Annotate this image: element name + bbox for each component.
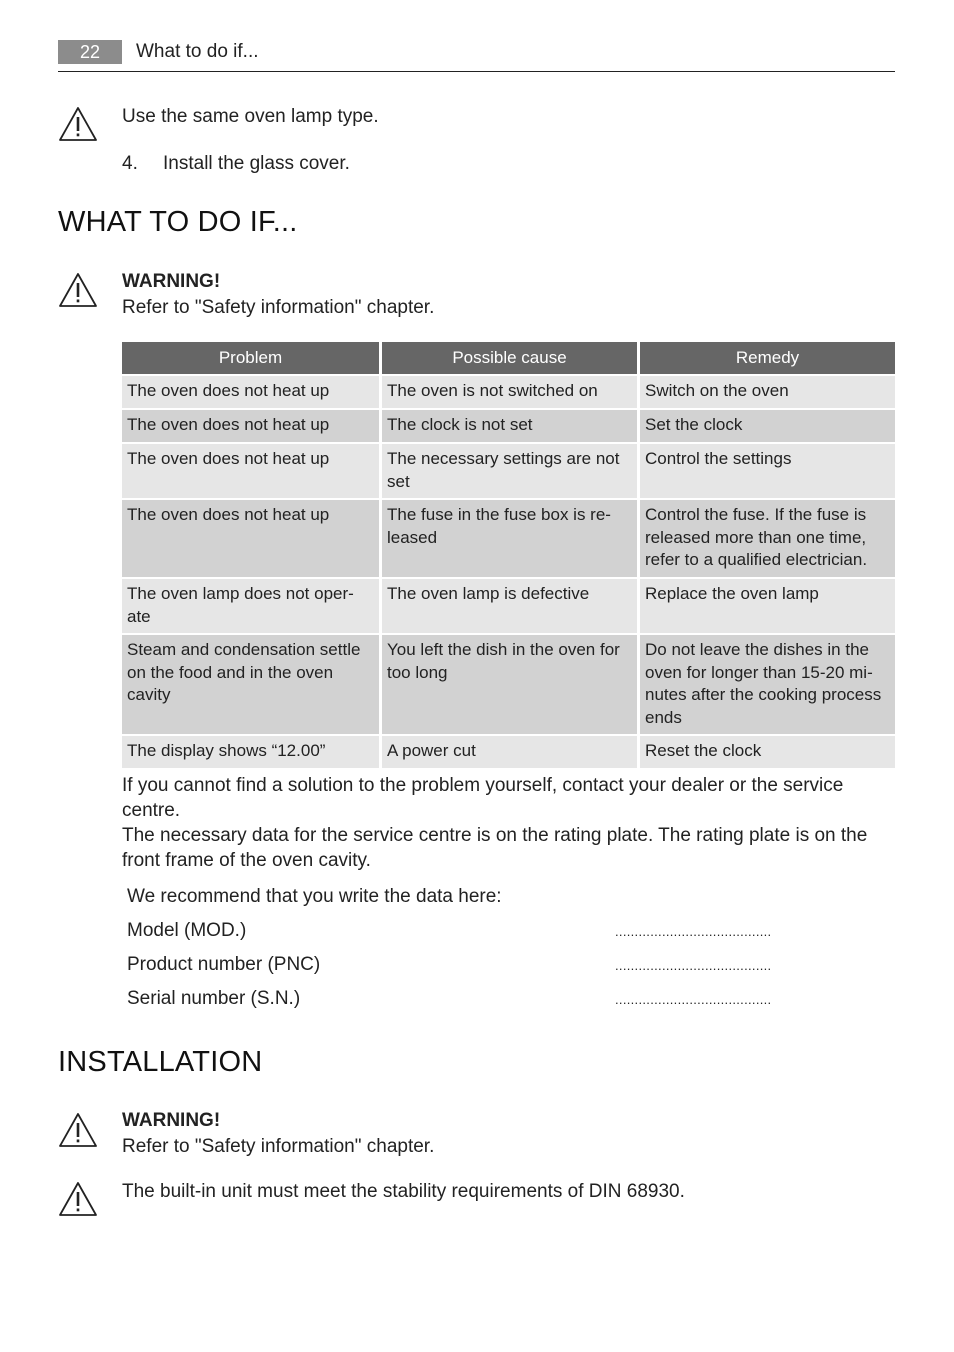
service-paragraph-1: If you cannot find a solution to the problem yourself, contact your dealer or the service centre. <box>122 775 844 821</box>
table-cell: Reset the clock <box>637 736 895 768</box>
step-number: 4. <box>122 153 138 174</box>
installation-warning-text: Refer to "Safety information" chapter. <box>122 1136 435 1157</box>
table-row <box>122 376 895 408</box>
table-cell: Do not leave the dishes in the oven for longer than 15-20 mi-nutes after the cooking process ends <box>637 635 895 734</box>
field-label-product-number: Product number (PNC) <box>127 954 321 975</box>
step-text: Install the glass cover. <box>163 153 350 174</box>
table-row <box>122 410 895 442</box>
warning-text: Refer to "Safety information" chapter. <box>122 297 435 318</box>
table-cell: The oven lamp does not oper-ate <box>122 579 379 633</box>
table-cell: You left the dish in the oven for too long <box>379 635 637 734</box>
table-cell: Replace the oven lamp <box>637 579 895 633</box>
field-label-serial-number: Serial number (S.N.) <box>127 988 301 1009</box>
table-row <box>122 736 895 768</box>
page-header <box>58 40 895 72</box>
warning-triangle-icon <box>58 106 98 142</box>
table-cell: The oven does not heat up <box>122 444 379 498</box>
table-cell: Switch on the oven <box>637 376 895 408</box>
table-cell: Control the settings <box>637 444 895 498</box>
table-cell: A power cut <box>379 736 637 768</box>
table-cell: The oven does not heat up <box>122 500 379 577</box>
page-number: 22 <box>58 40 122 64</box>
table-header-row <box>122 342 895 374</box>
table-row <box>122 500 895 577</box>
table-cell: The display shows “12.00” <box>122 736 379 768</box>
troubleshooting-table <box>122 340 895 770</box>
lamp-note: Use the same oven lamp type. <box>122 106 379 127</box>
section-heading-installation: INSTALLATION <box>58 1046 263 1078</box>
header-title: What to do if... <box>136 41 259 62</box>
table-cell: The fuse in the fuse box is re-leased <box>379 500 637 577</box>
table-cell: Set the clock <box>637 410 895 442</box>
table-cell: Steam and condensation settle on the food and in the oven cavity <box>122 635 379 734</box>
table-row <box>122 444 895 498</box>
field-fill-product-number: ........................................ <box>615 958 772 973</box>
recommend-text: We recommend that you write the data here: <box>127 886 502 907</box>
table-cell: The clock is not set <box>379 410 637 442</box>
table-cell: The oven is not switched on <box>379 376 637 408</box>
field-fill-serial-number: ........................................ <box>615 992 772 1007</box>
column-header-cause: Possible cause <box>379 342 637 374</box>
installation-warning-title: WARNING! <box>122 1110 221 1131</box>
warning-triangle-icon <box>58 272 98 308</box>
column-header-remedy: Remedy <box>637 342 895 374</box>
table-cell: The necessary settings are not set <box>379 444 637 498</box>
table-cell: The oven lamp is defective <box>379 579 637 633</box>
column-header-problem: Problem <box>122 342 379 374</box>
warning-triangle-icon <box>58 1112 98 1148</box>
table-row <box>122 579 895 633</box>
service-paragraph-2: The necessary data for the service centre is on the rating plate. The rating plate is on the front frame of the oven cavity. <box>122 825 868 871</box>
table-cell: The oven does not heat up <box>122 410 379 442</box>
table-cell: The oven does not heat up <box>122 376 379 408</box>
warning-triangle-icon <box>58 1181 98 1217</box>
warning-title: WARNING! <box>122 271 221 292</box>
field-fill-model: ........................................ <box>615 924 772 939</box>
section-heading-what-to-do: WHAT TO DO IF... <box>58 206 298 238</box>
field-label-model: Model (MOD.) <box>127 920 247 941</box>
stability-note: The built-in unit must meet the stability requirements of DIN 68930. <box>122 1181 685 1202</box>
table-row <box>122 635 895 734</box>
table-cell: Control the fuse. If the fuse is released more than one time, refer to a qualified electrician. <box>637 500 895 577</box>
